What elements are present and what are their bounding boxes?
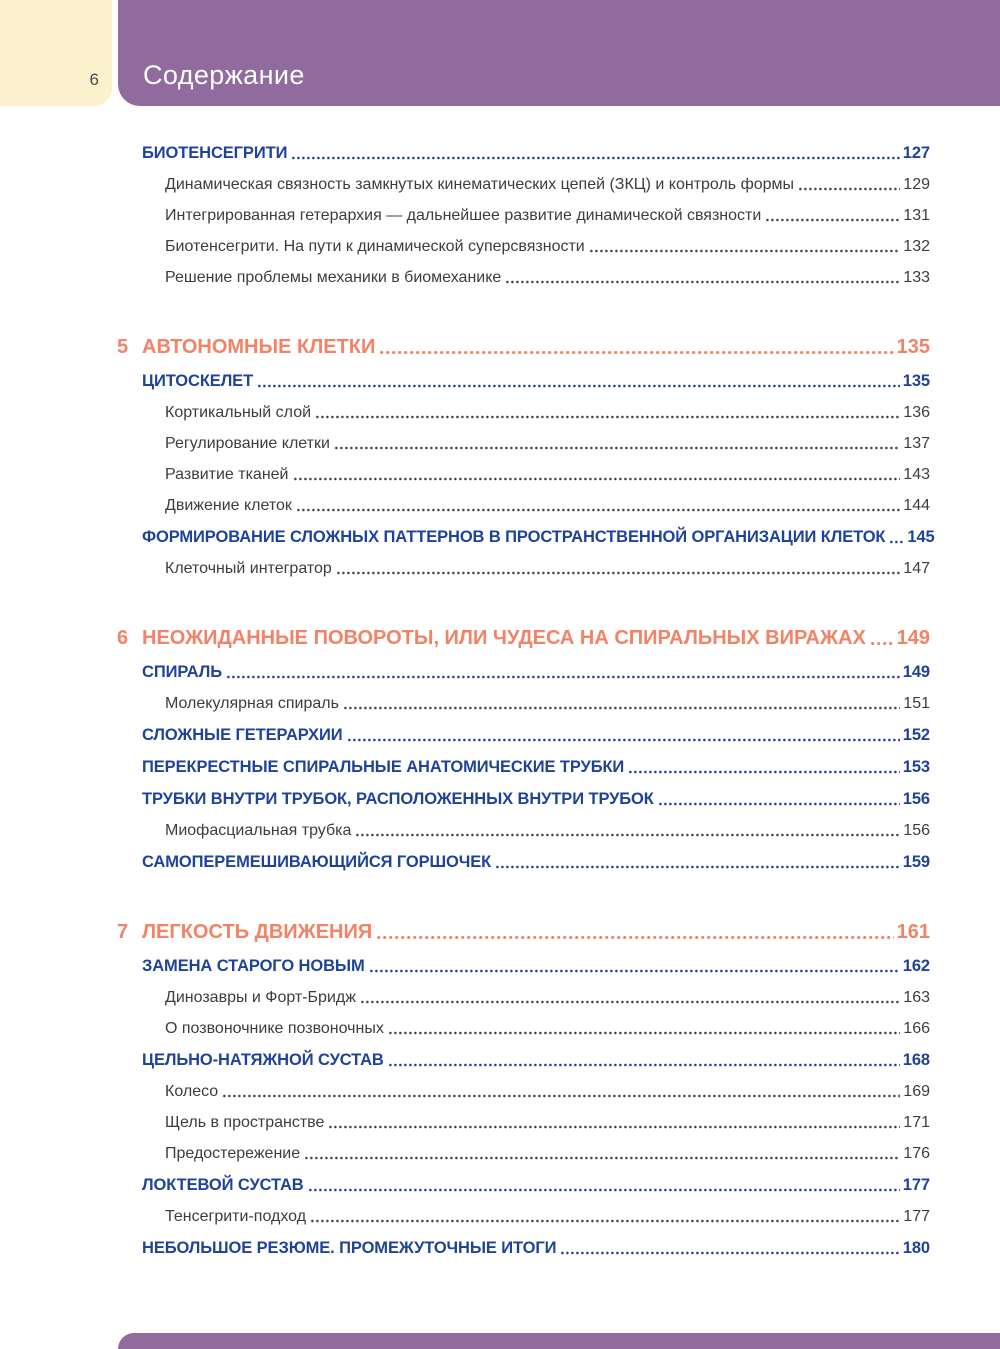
chapter-number: 5 — [117, 336, 129, 358]
toc-entry-section — [0, 662, 930, 682]
toc-entry-page-number: 168 — [902, 1051, 930, 1069]
toc-entry-label: ПЕРЕКРЕСТНЫЕ СПИРАЛЬНЫЕ АНАТОМИЧЕСКИЕ ТРУБКИ — [142, 758, 625, 776]
folio-page-number: 6 — [89, 70, 99, 89]
toc-entry-label: Клеточный интегратор — [165, 560, 332, 577]
header-bar — [118, 0, 1000, 106]
dotted-leader — [799, 187, 900, 191]
toc-entry-section — [0, 789, 930, 809]
toc-entry-label: Решение проблемы механики в биомеханике — [165, 269, 502, 286]
dotted-leader — [292, 156, 899, 160]
toc-entry-label: ЦИТОСКЕЛЕТ — [142, 372, 254, 390]
toc-entry-page-number: 145 — [907, 528, 935, 546]
toc-entry-page-number: 151 — [903, 695, 930, 712]
toc-entry-section — [0, 1238, 930, 1258]
page-number-tab — [0, 0, 112, 106]
toc-entry-label: САМОПЕРЕМЕШИВАЮЩИЙСЯ ГОРШОЧЕК — [142, 853, 492, 871]
dotted-leader — [316, 415, 900, 419]
dotted-leader — [356, 833, 900, 837]
dotted-leader — [223, 1094, 900, 1098]
toc-entry-section — [0, 143, 930, 163]
toc-entry-label: Молекулярная спираль — [165, 695, 339, 712]
toc-entry-page-number: 127 — [902, 144, 930, 162]
dotted-leader — [506, 280, 900, 284]
toc-entry-label: БИОТЕНСЕГРИТИ — [142, 144, 288, 162]
dotted-leader — [389, 1063, 900, 1067]
toc-entry-page-number: 135 — [902, 372, 930, 390]
toc-entry-sub — [0, 268, 930, 287]
toc-entry-page-number: 169 — [903, 1083, 930, 1100]
dotted-leader — [389, 1031, 900, 1035]
toc-entry-page-number: 156 — [903, 822, 930, 839]
toc-entry-chapter — [0, 335, 930, 359]
toc-entry-sub — [0, 496, 930, 515]
toc-entry-page-number: 147 — [903, 560, 930, 577]
toc-entry-page-number: 162 — [902, 957, 930, 975]
toc-entry-label: СЛОЖНЫЕ ГЕТЕРАРХИИ — [142, 726, 343, 744]
toc-entry-label: ТРУБКИ ВНУТРИ ТРУБОК, РАСПОЛОЖЕННЫХ ВНУТРИ ТРУБОК — [142, 790, 654, 808]
toc-entry-page-number: 156 — [902, 790, 930, 808]
toc-entry-label: ЛОКТЕВОЙ СУСТАВ — [142, 1176, 304, 1194]
dotted-leader — [659, 802, 900, 806]
toc-entry-sub — [0, 988, 930, 1007]
dotted-leader — [294, 477, 901, 481]
toc-entry-section — [0, 527, 935, 547]
toc-entry-page-number: 163 — [903, 989, 930, 1006]
toc-entry-page-number: 159 — [902, 853, 930, 871]
toc-entry-label: Регулирование клетки — [165, 435, 330, 452]
dotted-leader — [335, 446, 900, 450]
toc-entry-label: ЗАМЕНА СТАРОГО НОВЫМ — [142, 957, 365, 975]
toc-entry-page-number: 137 — [903, 435, 930, 452]
toc-entry-chapter — [0, 920, 930, 944]
toc-entry-page-number: 171 — [903, 1114, 930, 1131]
dotted-leader — [380, 350, 893, 355]
toc-entry-page-number: 129 — [903, 176, 930, 193]
dotted-leader — [871, 641, 894, 646]
toc-entry-sub — [0, 1144, 930, 1163]
toc-entry-sub — [0, 237, 930, 256]
dotted-leader — [361, 1000, 900, 1004]
dotted-leader — [227, 675, 900, 679]
toc-entry-label: ЦЕЛЬНО-НАТЯЖНОЙ СУСТАВ — [142, 1051, 384, 1069]
toc-entry-page-number: 177 — [902, 1176, 930, 1194]
toc-entry-label: Миофасциальная трубка — [165, 822, 352, 839]
toc-entry-page-number: 131 — [903, 207, 930, 224]
toc-entry-label: Тенсегрити-подход — [165, 1208, 307, 1225]
dotted-leader — [377, 935, 893, 940]
toc-entry-sub — [0, 434, 930, 453]
toc-entry-chapter — [0, 626, 930, 650]
dotted-leader — [629, 770, 900, 774]
toc-entry-sub — [0, 175, 930, 194]
toc-entry-sub — [0, 821, 930, 840]
toc-entry-section — [0, 852, 930, 872]
toc-entry-page-number: 149 — [902, 663, 930, 681]
dotted-leader — [496, 865, 900, 869]
toc-entry-label: НЕБОЛЬШОЕ РЕЗЮМЕ. ПРОМЕЖУТОЧНЫЕ ИТОГИ — [142, 1239, 557, 1257]
dotted-leader — [329, 1125, 900, 1129]
dotted-leader — [348, 738, 900, 742]
toc-entry-page-number: 132 — [903, 238, 930, 255]
toc-entry-page-number: 166 — [903, 1020, 930, 1037]
toc-entry-label: Колесо — [165, 1083, 219, 1100]
toc-entry-label: Интегрированная гетерархия — дальнейшее развитие динамической связности — [165, 207, 762, 224]
toc-entry-page-number: 133 — [903, 269, 930, 286]
toc-entry-page-number: 176 — [903, 1145, 930, 1162]
dotted-leader — [890, 540, 904, 544]
toc-entry-page-number: 152 — [902, 726, 930, 744]
toc-entry-label: НЕОЖИДАННЫЕ ПОВОРОТЫ, ИЛИ ЧУДЕСА НА СПИРАЛЬНЫХ ВИРАЖАХ — [142, 627, 866, 649]
toc-entry-sub — [0, 694, 930, 713]
toc-entry-label: Развитие тканей — [165, 466, 289, 483]
toc-entry-sub — [0, 465, 930, 484]
toc-entry-label: Щель в пространстве — [165, 1114, 325, 1131]
toc-entry-section — [0, 757, 930, 777]
toc-entry-label: СПИРАЛЬ — [142, 663, 223, 681]
toc-entry-label: Движение клеток — [165, 497, 292, 514]
toc-entry-page-number: 180 — [902, 1239, 930, 1257]
toc-entry-sub — [0, 1113, 930, 1132]
toc-entry-page-number: 143 — [903, 466, 930, 483]
chapter-number: 7 — [117, 921, 129, 943]
toc-entry-label: АВТОНОМНЫЕ КЛЕТКИ — [142, 336, 376, 358]
toc-entry-sub — [0, 1082, 930, 1101]
toc-entry-page-number: 135 — [896, 336, 930, 358]
toc-entry-label: ЛЕГКОСТЬ ДВИЖЕНИЯ — [142, 921, 373, 943]
toc-entry-page-number: 144 — [903, 497, 930, 514]
toc-entry-sub — [0, 1207, 930, 1226]
toc-list — [0, 143, 935, 1258]
toc-entry-label: Динозавры и Форт-Бридж — [165, 989, 356, 1006]
dotted-leader — [590, 249, 901, 253]
toc-entry-sub — [0, 1019, 930, 1038]
toc-entry-sub — [0, 403, 930, 422]
dotted-leader — [309, 1188, 900, 1192]
toc-entry-label: Динамическая связность замкнутых кинематических цепей (ЗКЦ) и контроль формы — [165, 176, 795, 193]
dotted-leader — [305, 1156, 900, 1160]
toc-entry-page-number: 161 — [896, 921, 930, 943]
toc-entry-label: О позвоночнике позвоночных — [165, 1020, 384, 1037]
toc-entry-page-number: 153 — [902, 758, 930, 776]
dotted-leader — [766, 218, 900, 222]
dotted-leader — [344, 706, 900, 710]
toc-entry-page-number: 177 — [903, 1208, 930, 1225]
page-title: Содержание — [143, 60, 305, 90]
dotted-leader — [337, 571, 900, 575]
toc-entry-sub — [0, 559, 930, 578]
toc-entry-sub — [0, 206, 930, 225]
toc-entry-label: Кортикальный слой — [165, 404, 312, 421]
toc-entry-section — [0, 1175, 930, 1195]
toc-entry-label: ФОРМИРОВАНИЕ СЛОЖНЫХ ПАТТЕРНОВ В ПРОСТРАНСТВЕННОЙ ОРГАНИЗАЦИИ КЛЕТОК — [142, 528, 886, 546]
dotted-leader — [258, 384, 900, 388]
dotted-leader — [561, 1251, 899, 1255]
toc-entry-section — [0, 371, 930, 391]
toc-entry-label: Предостережение — [165, 1145, 301, 1162]
toc-entry-section — [0, 725, 930, 745]
toc-entry-page-number: 136 — [903, 404, 930, 421]
chapter-number: 6 — [117, 627, 129, 649]
toc-entry-section — [0, 956, 930, 976]
dotted-leader — [297, 508, 900, 512]
dotted-leader — [311, 1219, 900, 1223]
dotted-leader — [370, 969, 900, 973]
toc-entry-label: Биотенсегрити. На пути к динамической суперсвязности — [165, 238, 585, 255]
toc-entry-section — [0, 1050, 930, 1070]
footer-bar — [118, 1333, 1000, 1349]
toc-entry-page-number: 149 — [896, 627, 930, 649]
